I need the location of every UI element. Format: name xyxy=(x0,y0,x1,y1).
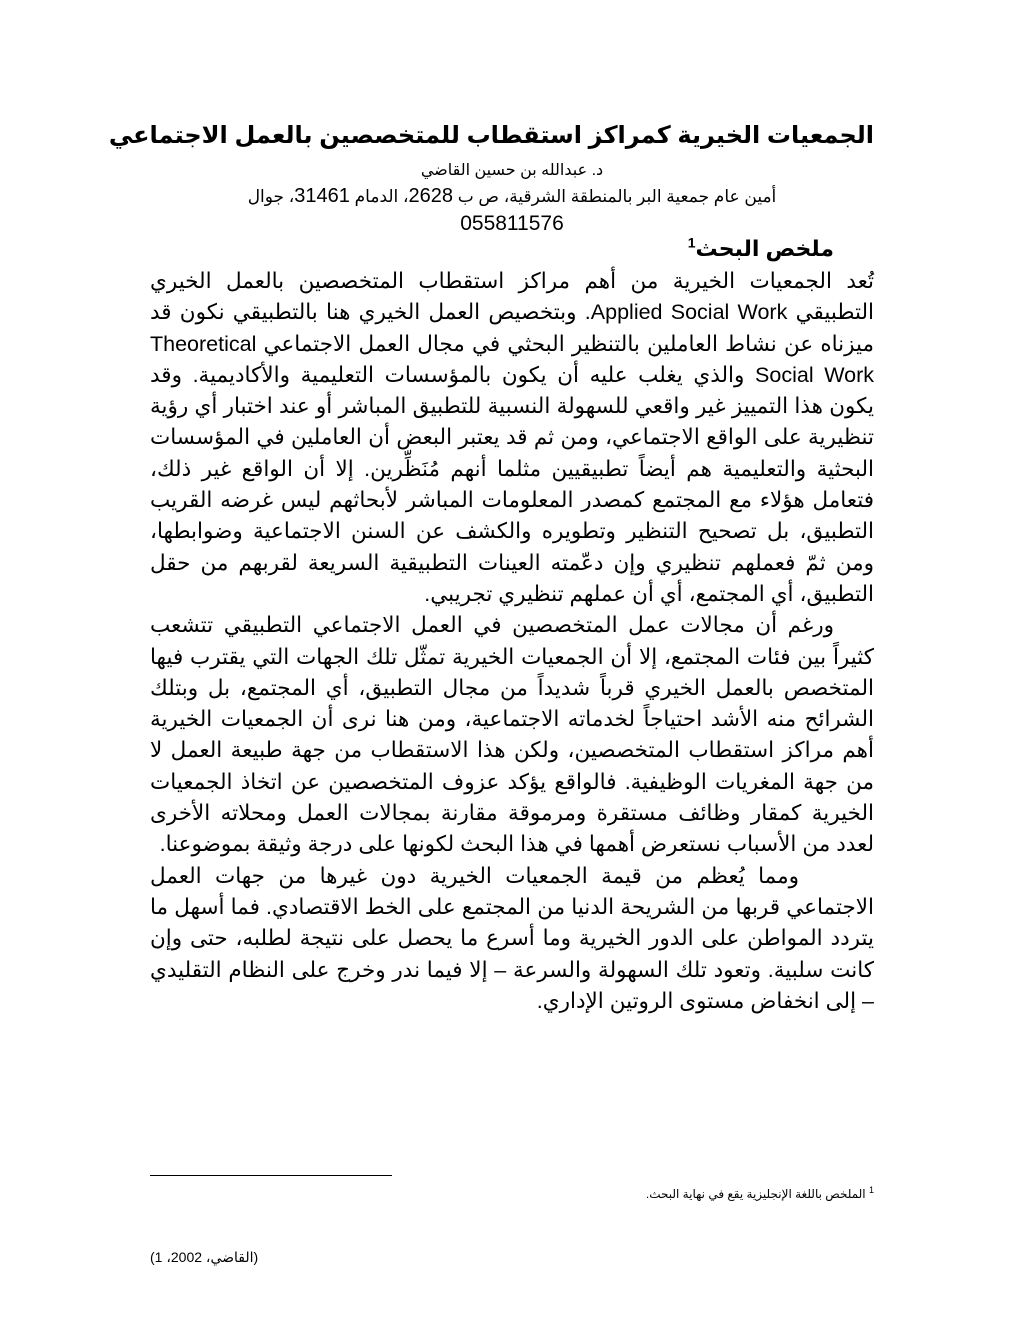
page-citation: (القاضي، 2002، 1) xyxy=(150,1249,259,1265)
paragraph-1 xyxy=(150,266,874,610)
paragraph-1-part-b: . وبتخصيص العمل الخيري هنا بالتطبيقي نكون قد ميزناه عن نشاط العاملين بالتنظير البحثي في مجال العمل الاجتماعي xyxy=(150,300,874,356)
author-name: د. عبدالله بن حسين القاضي xyxy=(420,162,604,179)
affiliation-text-c: ، جوال xyxy=(247,187,295,206)
abstract-heading-text: ملخص البحث xyxy=(695,236,834,261)
po-box-number: 2628 xyxy=(408,185,453,207)
paragraph-3: ومما يُعظم من قيمة الجمعيات الخيرية دون غيرها من جهات العمل الاجتماعي قربها من الشريحة الدنيا من المجتمع على الخط الاقتصادي. فما أسهل ما يتردد المواطن على الدور الخيرية وما أسرع ما يحصل على نتيجة لطلبه، حتى وإن كانت سلبية. وتعود تلك السهولة والسرعة – إلا فيما ندر وخرج على النظام التقليدي – إلى انخفاض مستوى الروتين الإداري. xyxy=(150,863,874,1013)
phone-number: 055811576 xyxy=(460,212,564,235)
paragraph-2: ورغم أن مجالات عمل المتخصصين في العمل الاجتماعي التطبيقي تتشعب كثيراً بين فئات المجتمع، إلا أن الجمعيات الخيرية تمثّل تلك الجهات التي يقترب فيها المتخصص بالعمل الخيري قرباً شديداً من مجال التطبيق، أي المجتمع، بل وبتلك الشرائح منه الأشد احتياجاً لخدماته الاجتماعية، ومن هنا نرى أن الجمعيات الخيرية أهم مراكز استقطاب المتخصصين، ولكن هذا الاستقطاب من جهة طبيعة العمل لا من جهة المغريات الوظيفية. فالواقع يؤكد عزوف المتخصصين عن اتخاذ الجمعيات الخيرية كمقار وظائف مستقرة ومرموقة مقارنة بمجالات العمل ومحلاته الأخرى لعدد من الأسباب نستعرض أهمها في هذا البحث لكونها على درجة وثيقة بموضوعنا. xyxy=(150,613,874,857)
paragraph-1-part-c: والذي يغلب عليه أن يكون بالمؤسسات التعليمية والأكاديمية. وقد يكون هذا التمييز غير واقعي للسهولة النسبية للتطبيق المباشر أو عند اختبار أي رؤية تنظيرية على الواقع الاجتماعي، ومن ثم قد يعتبر البعض أن العاملين في المؤسسات البحثية والتعليمية هم أيضاً تطبيقيين مثلما أنهم مُنَظِّرين. إلا أن الواقع غير ذلك، فتعامل هؤلاء مع المجتمع كمصدر المعلومات المباشر لأبحاثهم ليس غرضه القريب التطبيق، بل تصحيح التنظير وتطويره والكشف عن السنن الاجتماعية وضوابطها، ومن ثمّ فعملهم تنظيري وإن دعّمته العينات التطبيقية السريعة لقربهم من حقل التطبيق، أي المجتمع، أي أن عملهم تنظيري تجريبي. xyxy=(150,362,874,606)
paragraph-1-part-a: تُعد الجمعيات الخيرية من أهم مراكز استقطاب المتخصصين بالعمل الخيري التطبيقي xyxy=(150,269,874,325)
footnote-reference: 1 xyxy=(687,234,696,251)
abstract-heading xyxy=(688,234,834,264)
english-term-theoretical: Theoretical Social Work xyxy=(150,331,874,387)
abstract-body xyxy=(150,266,874,1017)
footnote-text: الملخص باللغة الإنجليزية يقع في نهاية البحث. xyxy=(645,1187,866,1201)
paper-title: الجمعيات الخيرية كمراكز استقطاب للمتخصصين بالعمل الاجتماعي xyxy=(108,122,874,149)
postal-code: 31461 xyxy=(294,185,350,207)
footnote-mark: 1 xyxy=(868,1185,874,1195)
english-term-applied: Applied Social Work xyxy=(590,300,788,325)
author-affiliation xyxy=(150,184,874,209)
affiliation-text-a: أمين عام جمعية البر بالمنطقة الشرقية، ص ب xyxy=(452,187,777,206)
footnote-separator xyxy=(150,1175,392,1176)
affiliation-text-b: ، الدمام xyxy=(349,187,409,206)
footnote xyxy=(150,1186,874,1202)
